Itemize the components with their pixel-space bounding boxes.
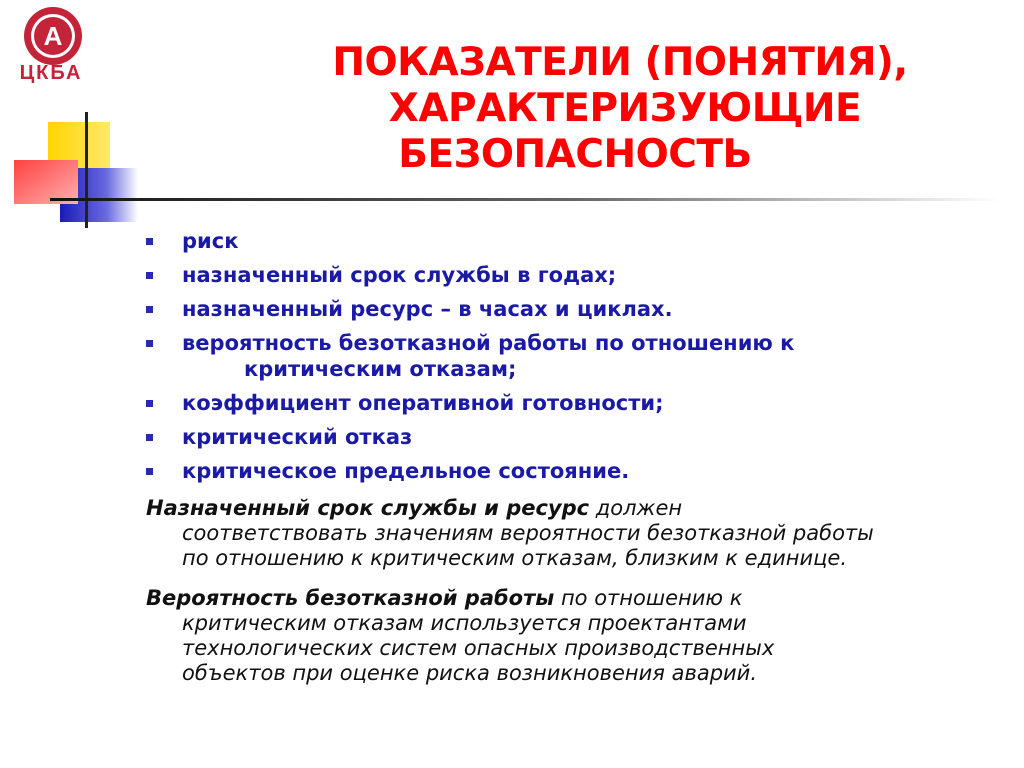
list-item: назначенный срок службы в годах; [144,262,1004,288]
indicator-list [144,228,1004,492]
bullet-square-icon [146,468,153,475]
title-line-1: ПОКАЗАТЕЛИ (ПОНЯТИЯ), [332,40,908,85]
title-line-2: ХАРАКТЕРИЗУЮЩИЕ [388,86,862,131]
list-item: критический отказ [144,424,1004,450]
bullet-square-icon [146,434,153,441]
bullet-square-icon [146,400,153,407]
decorative-squares [0,0,160,240]
list-item: критическое предельное состояние. [144,458,1004,484]
paragraph-bold-lead: Вероятность безотказной работы [146,586,555,610]
title-divider [50,198,1000,201]
bullet-square-icon [146,272,153,279]
list-item: коэффициент оперативной готовности; [144,390,1004,416]
paragraph-bold-lead: Назначенный срок службы и ресурс [146,496,590,520]
logo-letter: А [43,21,63,51]
list-item: вероятность безотказной работы по отношению к критическим отказам; [144,330,1004,382]
slide-title [150,40,1010,178]
list-item: назначенный ресурс – в часах и циклах. [144,296,1004,322]
paragraph-reliability: Вероятность безотказной работы по отношению к критическим отказам используется проектантами технологических систем опасных производственных объектов при оценке риска возникновения аварий. [146,586,775,685]
list-item-continuation: критическим отказам; [244,357,517,381]
list-item: риск [144,228,1004,254]
paragraph-service-life: Назначенный срок службы и ресурс должен соответствовать значениям вероятности безотказной работы по отношению к критическим отказам, близким к единице. [146,496,874,570]
bullet-square-icon [146,340,153,347]
logo-text: ЦКБА [19,62,83,84]
title-line-3: БЕЗОПАСНОСТЬ [398,132,752,177]
bullet-square-icon [146,306,153,313]
bullet-square-icon [146,238,153,245]
